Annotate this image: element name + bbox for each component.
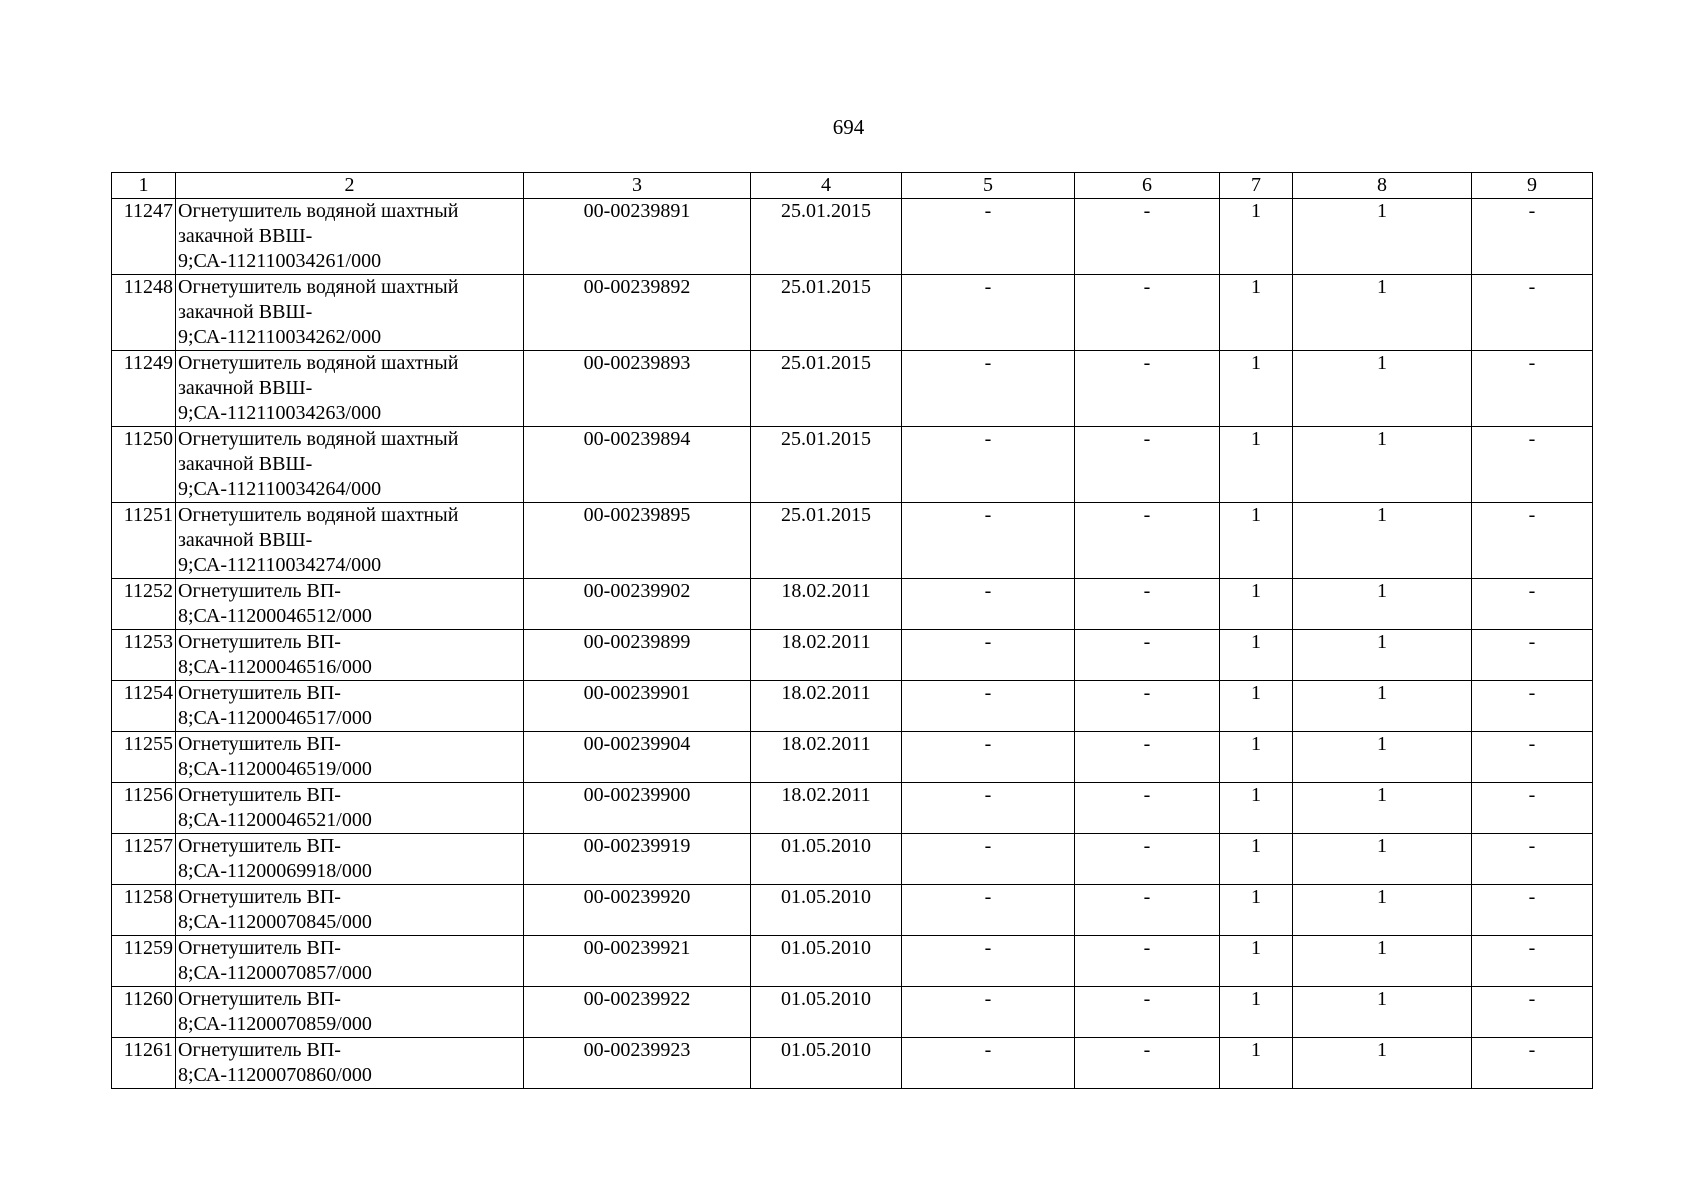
column-6-cell: - bbox=[1075, 579, 1220, 630]
row-number-cell: 11260 bbox=[112, 987, 176, 1038]
column-8-cell: 1 bbox=[1293, 783, 1472, 834]
date-cell: 18.02.2011 bbox=[751, 681, 902, 732]
column-header-9: 9 bbox=[1472, 173, 1593, 199]
column-7-cell: 1 bbox=[1220, 834, 1293, 885]
column-8-cell: 1 bbox=[1293, 503, 1472, 579]
column-9-cell: - bbox=[1472, 936, 1593, 987]
item-name-line: 8;СА-11200070845/000 bbox=[178, 911, 372, 933]
date-cell: 01.05.2010 bbox=[751, 987, 902, 1038]
column-9-cell: - bbox=[1472, 783, 1593, 834]
inventory-code-cell: 00-00239901 bbox=[524, 681, 751, 732]
column-header-1: 1 bbox=[112, 173, 176, 199]
column-6-cell: - bbox=[1075, 427, 1220, 503]
column-7-cell: 1 bbox=[1220, 630, 1293, 681]
inventory-code-cell: 00-00239902 bbox=[524, 579, 751, 630]
inventory-code-cell: 00-00239891 bbox=[524, 199, 751, 275]
column-9-cell: - bbox=[1472, 1038, 1593, 1089]
item-name-cell bbox=[176, 783, 524, 834]
item-name-line: закачной ВВШ- bbox=[178, 529, 313, 551]
item-name-cell bbox=[176, 275, 524, 351]
column-5-cell: - bbox=[902, 783, 1075, 834]
column-5-cell: - bbox=[902, 503, 1075, 579]
item-name-line: Огнетушитель ВП- bbox=[178, 682, 341, 704]
row-number-cell: 11254 bbox=[112, 681, 176, 732]
row-number-cell: 11249 bbox=[112, 351, 176, 427]
item-name-cell bbox=[176, 503, 524, 579]
column-5-cell: - bbox=[902, 681, 1075, 732]
column-8-cell: 1 bbox=[1293, 579, 1472, 630]
item-name-cell bbox=[176, 199, 524, 275]
column-header-3: 3 bbox=[524, 173, 751, 199]
row-number-cell: 11251 bbox=[112, 503, 176, 579]
column-5-cell: - bbox=[902, 630, 1075, 681]
item-name-line: 8;СА-11200046521/000 bbox=[178, 809, 372, 831]
column-6-cell: - bbox=[1075, 275, 1220, 351]
date-cell: 18.02.2011 bbox=[751, 579, 902, 630]
inventory-code-cell: 00-00239923 bbox=[524, 1038, 751, 1089]
table-row bbox=[112, 1038, 1593, 1089]
item-name-line: закачной ВВШ- bbox=[178, 453, 313, 475]
item-name-cell bbox=[176, 630, 524, 681]
item-name-cell bbox=[176, 579, 524, 630]
column-8-cell: 1 bbox=[1293, 834, 1472, 885]
item-name-cell bbox=[176, 351, 524, 427]
column-6-cell: - bbox=[1075, 351, 1220, 427]
item-name-line: Огнетушитель ВП- bbox=[178, 886, 341, 908]
inventory-code-cell: 00-00239894 bbox=[524, 427, 751, 503]
column-header-6: 6 bbox=[1075, 173, 1220, 199]
column-9-cell: - bbox=[1472, 199, 1593, 275]
item-name-line: 9;СА-112110034263/000 bbox=[178, 402, 382, 424]
column-8-cell: 1 bbox=[1293, 351, 1472, 427]
table-row bbox=[112, 987, 1593, 1038]
column-6-cell: - bbox=[1075, 199, 1220, 275]
table-row bbox=[112, 275, 1593, 351]
inventory-code-cell: 00-00239922 bbox=[524, 987, 751, 1038]
column-7-cell: 1 bbox=[1220, 503, 1293, 579]
column-header-4: 4 bbox=[751, 173, 902, 199]
row-number-cell: 11252 bbox=[112, 579, 176, 630]
row-number-cell: 11258 bbox=[112, 885, 176, 936]
inventory-code-cell: 00-00239899 bbox=[524, 630, 751, 681]
row-number-cell: 11247 bbox=[112, 199, 176, 275]
item-name-line: Огнетушитель ВП- bbox=[178, 631, 341, 653]
column-9-cell: - bbox=[1472, 630, 1593, 681]
column-5-cell: - bbox=[902, 351, 1075, 427]
item-name-line: 8;СА-11200046517/000 bbox=[178, 707, 372, 729]
column-7-cell: 1 bbox=[1220, 936, 1293, 987]
column-9-cell: - bbox=[1472, 732, 1593, 783]
column-8-cell: 1 bbox=[1293, 732, 1472, 783]
column-5-cell: - bbox=[902, 427, 1075, 503]
row-number-cell: 11250 bbox=[112, 427, 176, 503]
table-row bbox=[112, 503, 1593, 579]
item-name-cell bbox=[176, 834, 524, 885]
column-header-8: 8 bbox=[1293, 173, 1472, 199]
item-name-line: Огнетушитель водяной шахтный bbox=[178, 504, 459, 526]
column-8-cell: 1 bbox=[1293, 936, 1472, 987]
table-row bbox=[112, 630, 1593, 681]
inventory-code-cell: 00-00239921 bbox=[524, 936, 751, 987]
date-cell: 18.02.2011 bbox=[751, 732, 902, 783]
inventory-code-cell: 00-00239895 bbox=[524, 503, 751, 579]
row-number-cell: 11255 bbox=[112, 732, 176, 783]
item-name-line: Огнетушитель ВП- bbox=[178, 1039, 341, 1061]
table-row bbox=[112, 936, 1593, 987]
column-7-cell: 1 bbox=[1220, 732, 1293, 783]
column-6-cell: - bbox=[1075, 503, 1220, 579]
item-name-cell bbox=[176, 681, 524, 732]
table-body bbox=[112, 199, 1593, 1089]
table-header bbox=[112, 173, 1593, 199]
item-name-line: Огнетушитель водяной шахтный bbox=[178, 352, 459, 374]
date-cell: 01.05.2010 bbox=[751, 885, 902, 936]
column-9-cell: - bbox=[1472, 885, 1593, 936]
row-number-cell: 11256 bbox=[112, 783, 176, 834]
column-5-cell: - bbox=[902, 1038, 1075, 1089]
column-8-cell: 1 bbox=[1293, 630, 1472, 681]
item-name-line: Огнетушитель ВП- bbox=[178, 937, 341, 959]
column-6-cell: - bbox=[1075, 936, 1220, 987]
column-9-cell: - bbox=[1472, 681, 1593, 732]
item-name-line: 8;СА-11200046512/000 bbox=[178, 605, 372, 627]
date-cell: 25.01.2015 bbox=[751, 503, 902, 579]
column-7-cell: 1 bbox=[1220, 427, 1293, 503]
column-8-cell: 1 bbox=[1293, 427, 1472, 503]
column-9-cell: - bbox=[1472, 987, 1593, 1038]
column-6-cell: - bbox=[1075, 681, 1220, 732]
column-6-cell: - bbox=[1075, 987, 1220, 1038]
column-6-cell: - bbox=[1075, 885, 1220, 936]
column-5-cell: - bbox=[902, 732, 1075, 783]
date-cell: 25.01.2015 bbox=[751, 351, 902, 427]
column-7-cell: 1 bbox=[1220, 681, 1293, 732]
column-header-2: 2 bbox=[176, 173, 524, 199]
column-8-cell: 1 bbox=[1293, 199, 1472, 275]
table-row bbox=[112, 885, 1593, 936]
column-7-cell: 1 bbox=[1220, 199, 1293, 275]
column-5-cell: - bbox=[902, 987, 1075, 1038]
row-number-cell: 11248 bbox=[112, 275, 176, 351]
column-5-cell: - bbox=[902, 936, 1075, 987]
inventory-code-cell: 00-00239893 bbox=[524, 351, 751, 427]
item-name-line: 8;СА-11200070857/000 bbox=[178, 962, 372, 984]
item-name-line: Огнетушитель водяной шахтный bbox=[178, 200, 459, 222]
item-name-cell bbox=[176, 936, 524, 987]
column-5-cell: - bbox=[902, 199, 1075, 275]
inventory-code-cell: 00-00239919 bbox=[524, 834, 751, 885]
column-5-cell: - bbox=[902, 275, 1075, 351]
item-name-line: 8;СА-11200046516/000 bbox=[178, 656, 372, 678]
column-7-cell: 1 bbox=[1220, 987, 1293, 1038]
column-9-cell: - bbox=[1472, 834, 1593, 885]
item-name-line: 8;СА-11200046519/000 bbox=[178, 758, 372, 780]
item-name-line: 9;СА-112110034261/000 bbox=[178, 250, 382, 272]
column-9-cell: - bbox=[1472, 351, 1593, 427]
item-name-line: Огнетушитель ВП- bbox=[178, 733, 341, 755]
column-9-cell: - bbox=[1472, 275, 1593, 351]
date-cell: 01.05.2010 bbox=[751, 936, 902, 987]
item-name-line: Огнетушитель ВП- bbox=[178, 988, 341, 1010]
row-number-cell: 11253 bbox=[112, 630, 176, 681]
item-name-line: Огнетушитель водяной шахтный bbox=[178, 276, 459, 298]
column-7-cell: 1 bbox=[1220, 783, 1293, 834]
item-name-line: Огнетушитель водяной шахтный bbox=[178, 428, 459, 450]
item-name-line: 9;СА-112110034262/000 bbox=[178, 326, 382, 348]
item-name-line: Огнетушитель ВП- bbox=[178, 784, 341, 806]
item-name-line: 8;СА-11200070859/000 bbox=[178, 1013, 372, 1035]
inventory-table bbox=[111, 172, 1593, 1089]
column-6-cell: - bbox=[1075, 630, 1220, 681]
page-number: 694 bbox=[832, 115, 865, 139]
column-7-cell: 1 bbox=[1220, 1038, 1293, 1089]
item-name-cell bbox=[176, 1038, 524, 1089]
item-name-line: 8;СА-11200069918/000 bbox=[178, 860, 372, 882]
inventory-code-cell: 00-00239892 bbox=[524, 275, 751, 351]
item-name-line: закачной ВВШ- bbox=[178, 301, 313, 323]
column-6-cell: - bbox=[1075, 834, 1220, 885]
column-6-cell: - bbox=[1075, 1038, 1220, 1089]
item-name-line: 9;СА-112110034274/000 bbox=[178, 554, 382, 576]
item-name-cell bbox=[176, 427, 524, 503]
date-cell: 01.05.2010 bbox=[751, 834, 902, 885]
column-8-cell: 1 bbox=[1293, 987, 1472, 1038]
header-row bbox=[112, 173, 1593, 199]
date-cell: 25.01.2015 bbox=[751, 427, 902, 503]
item-name-line: закачной ВВШ- bbox=[178, 225, 313, 247]
table-row bbox=[112, 783, 1593, 834]
column-header-7: 7 bbox=[1220, 173, 1293, 199]
item-name-cell bbox=[176, 987, 524, 1038]
column-8-cell: 1 bbox=[1293, 1038, 1472, 1089]
item-name-cell bbox=[176, 885, 524, 936]
table-row bbox=[112, 681, 1593, 732]
item-name-line: закачной ВВШ- bbox=[178, 377, 313, 399]
table-row bbox=[112, 199, 1593, 275]
item-name-line: Огнетушитель ВП- bbox=[178, 835, 341, 857]
column-7-cell: 1 bbox=[1220, 885, 1293, 936]
column-9-cell: - bbox=[1472, 579, 1593, 630]
inventory-code-cell: 00-00239900 bbox=[524, 783, 751, 834]
item-name-line: 8;СА-11200070860/000 bbox=[178, 1064, 372, 1086]
table-row bbox=[112, 427, 1593, 503]
table-row bbox=[112, 732, 1593, 783]
date-cell: 25.01.2015 bbox=[751, 275, 902, 351]
row-number-cell: 11259 bbox=[112, 936, 176, 987]
row-number-cell: 11257 bbox=[112, 834, 176, 885]
inventory-code-cell: 00-00239904 bbox=[524, 732, 751, 783]
column-7-cell: 1 bbox=[1220, 579, 1293, 630]
column-5-cell: - bbox=[902, 579, 1075, 630]
column-9-cell: - bbox=[1472, 503, 1593, 579]
item-name-line: 9;СА-112110034264/000 bbox=[178, 478, 382, 500]
column-8-cell: 1 bbox=[1293, 885, 1472, 936]
column-7-cell: 1 bbox=[1220, 351, 1293, 427]
date-cell: 01.05.2010 bbox=[751, 1038, 902, 1089]
inventory-code-cell: 00-00239920 bbox=[524, 885, 751, 936]
column-5-cell: - bbox=[902, 885, 1075, 936]
column-6-cell: - bbox=[1075, 783, 1220, 834]
column-9-cell: - bbox=[1472, 427, 1593, 503]
table-row bbox=[112, 579, 1593, 630]
date-cell: 18.02.2011 bbox=[751, 630, 902, 681]
column-8-cell: 1 bbox=[1293, 275, 1472, 351]
item-name-line: Огнетушитель ВП- bbox=[178, 580, 341, 602]
table-row bbox=[112, 351, 1593, 427]
column-7-cell: 1 bbox=[1220, 275, 1293, 351]
column-6-cell: - bbox=[1075, 732, 1220, 783]
date-cell: 18.02.2011 bbox=[751, 783, 902, 834]
date-cell: 25.01.2015 bbox=[751, 199, 902, 275]
column-8-cell: 1 bbox=[1293, 681, 1472, 732]
table-row bbox=[112, 834, 1593, 885]
column-header-5: 5 bbox=[902, 173, 1075, 199]
row-number-cell: 11261 bbox=[112, 1038, 176, 1089]
item-name-cell bbox=[176, 732, 524, 783]
column-5-cell: - bbox=[902, 834, 1075, 885]
